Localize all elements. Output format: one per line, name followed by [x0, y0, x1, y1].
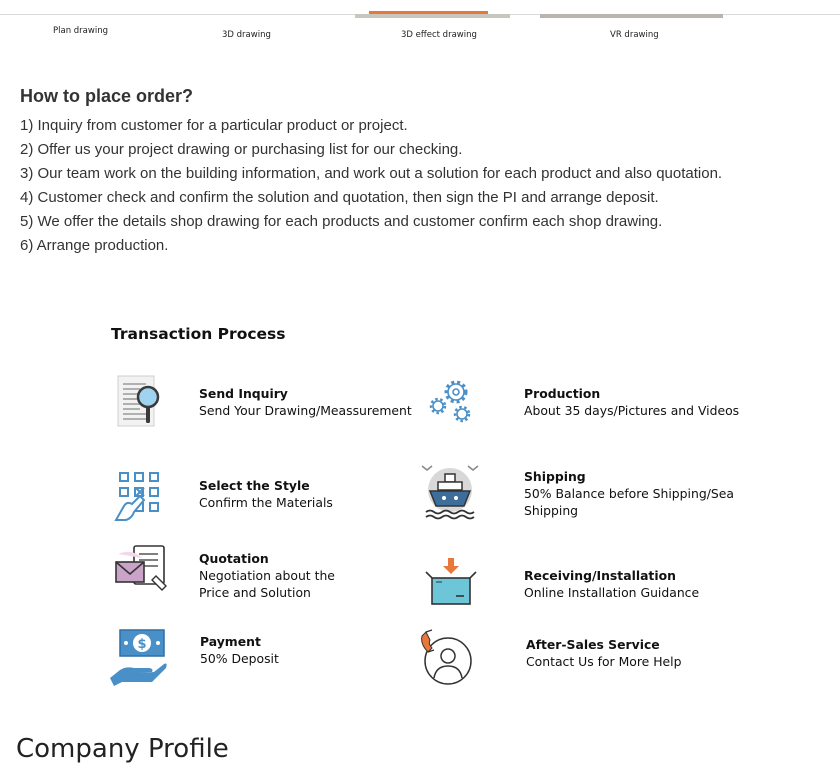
transaction-step-after-sales [526, 636, 682, 670]
step-detail: Negotiation about the Price and Solution [199, 568, 335, 600]
transaction-step-payment [200, 633, 279, 667]
order-step: 3) Our team work on the building information, and work out a solution for each product and also quotation. [20, 165, 723, 182]
style-grid-hand-icon [110, 466, 172, 528]
step-detail: Contact Us for More Help [526, 654, 682, 669]
transaction-process-title: Transaction Process [111, 325, 286, 343]
ship-icon [418, 460, 482, 524]
caption-plan-drawing: Plan drawing [53, 26, 108, 36]
envelope-quote-icon [112, 542, 174, 604]
box-arrow-icon [422, 556, 480, 608]
order-step: 1) Inquiry from customer for a particular product or project. [20, 117, 408, 134]
step-heading: Production [524, 386, 601, 401]
cash-hand-icon [108, 626, 170, 688]
step-detail: 50% Balance before Shipping/Sea Shipping [524, 486, 734, 518]
step-detail: Confirm the Materials [199, 495, 333, 510]
step-heading: Select the Style [199, 478, 310, 493]
support-agent-icon [418, 628, 476, 686]
vr-drawing-image [540, 14, 723, 18]
order-steps-list [20, 114, 740, 258]
caption-3d-drawing: 3D drawing [222, 30, 271, 40]
step-heading: Payment [200, 634, 261, 649]
step-detail: 50% Deposit [200, 651, 279, 666]
step-detail: About 35 days/Pictures and Videos [524, 403, 740, 418]
company-profile-title: Company Profile [16, 734, 229, 764]
gears-icon [420, 372, 480, 432]
svg-text:$: $ [137, 637, 147, 652]
step-detail: Online Installation Guidance [524, 585, 700, 600]
transaction-step-select-style [199, 477, 333, 511]
step-heading: After-Sales Service [526, 637, 660, 652]
3d-effect-drawing-image [355, 14, 510, 18]
step-heading: Send Inquiry [199, 386, 288, 401]
caption-vr-drawing: VR drawing [610, 30, 659, 40]
order-step: 2) Offer us your project drawing or purchasing list for our checking. [20, 141, 463, 158]
order-section-title: How to place order? [20, 86, 194, 106]
transaction-step-production [524, 385, 739, 419]
step-detail: Send Your Drawing/Meassurement [199, 403, 412, 418]
step-heading: Shipping [524, 469, 586, 484]
transaction-step-shipping [524, 468, 734, 519]
step-heading: Quotation [199, 551, 269, 566]
caption-3d-effect-drawing: 3D effect drawing [401, 30, 477, 40]
transaction-step-receiving-installation [524, 567, 699, 601]
order-step: 5) We offer the details shop drawing for each products and customer confirm each shop drawing. [20, 213, 663, 230]
order-step: 4) Customer check and confirm the solution and quotation, then sign the PI and arrange deposit. [20, 189, 659, 206]
step-heading: Receiving/Installation [524, 568, 676, 583]
order-step: 6) Arrange production. [20, 237, 169, 254]
transaction-step-quotation [199, 550, 344, 601]
transaction-step-send-inquiry [199, 385, 412, 419]
document-magnifier-icon [110, 370, 172, 432]
